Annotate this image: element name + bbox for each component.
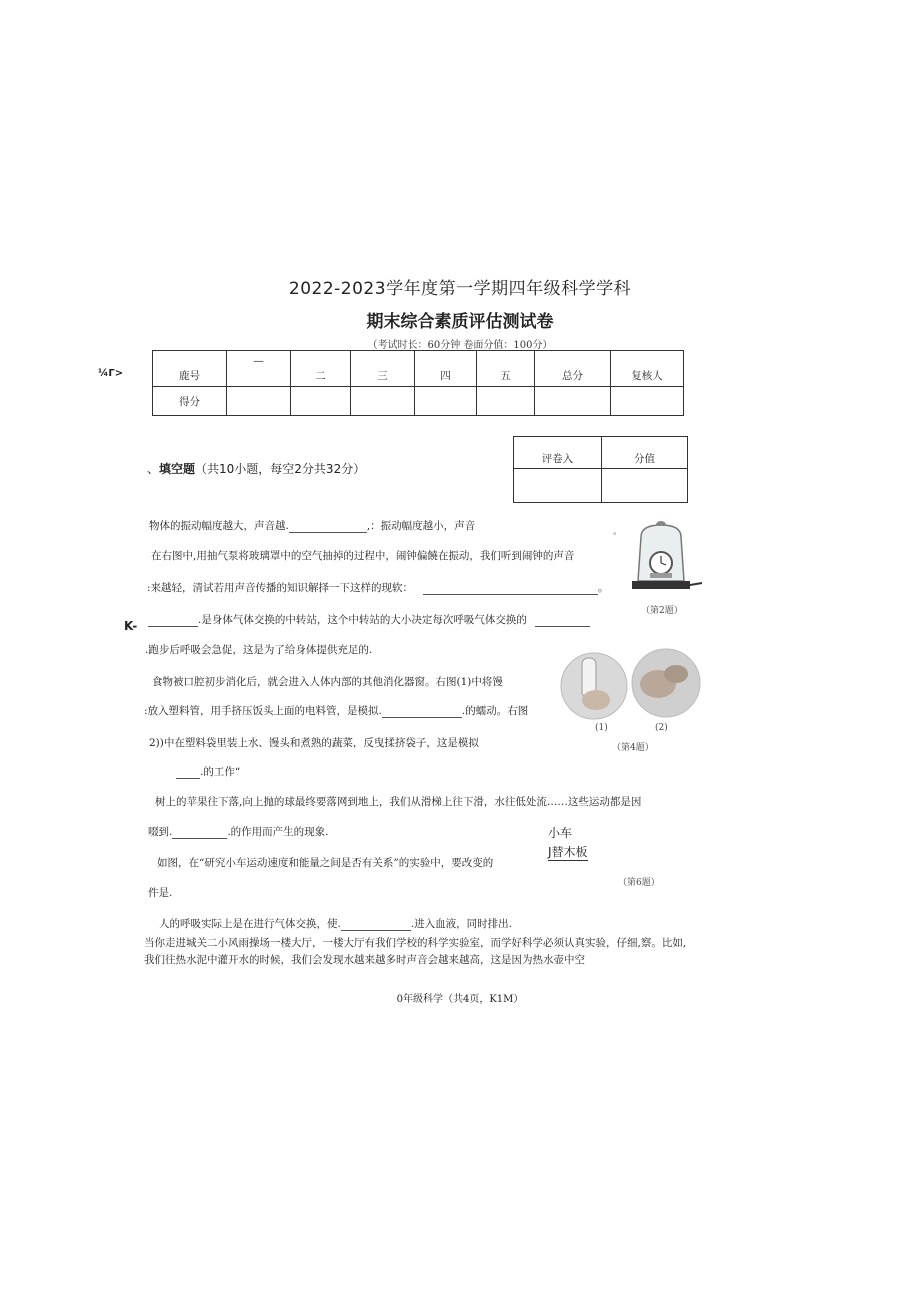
- grader-header: 评卷入: [514, 437, 602, 469]
- grader-input-cell[interactable]: [514, 469, 602, 503]
- question-4-line4: [176, 764, 240, 779]
- answer-blank[interactable]: [289, 532, 367, 533]
- score-input-cell[interactable]: [535, 387, 611, 416]
- exam-title-line1: 2022-2023学年度第一学期四年级科学学科: [288, 279, 632, 299]
- question-text: :来越轻，清试若用声音传播的知识解择一下这样的现软：: [147, 582, 414, 594]
- score-input-cell[interactable]: [477, 387, 535, 416]
- question-3-line2: .跑步后呼吸会急促，这是为了给身体提供充足的.: [145, 644, 373, 656]
- question-2-line2: [147, 580, 609, 595]
- figure-mark: 。: [613, 527, 623, 537]
- question-text: 物体的振动幅度越大，声音越.: [149, 520, 289, 532]
- score-header-cell: 总分: [535, 351, 611, 387]
- question-text: 。: [598, 582, 609, 594]
- question-3-mark: K-: [124, 619, 138, 633]
- score-header-cell: 复核人: [611, 351, 684, 387]
- score-table: [152, 350, 684, 416]
- answer-blank[interactable]: [148, 626, 198, 627]
- figure-label-board: J替木板: [548, 845, 588, 859]
- question-8-line2: 我们往热水泥中灌开水的时候，我们会发现水越来越多时声音会越来越高，这是因为热水壶中空: [144, 954, 585, 966]
- figure-label: (2): [655, 723, 668, 733]
- question-text: :放入塑料管，用手挤压饭头上面的电料管，是模拟.: [144, 705, 382, 717]
- question-text: .的工作“: [200, 766, 241, 778]
- digestion-photos-icon: [560, 648, 705, 723]
- score-input-cell[interactable]: [415, 387, 477, 416]
- question-4-line3: 2))中在塑料袋里装上水、馒头和煮熟的蔬菜，反曳揉挤袋子，这是模拟: [149, 737, 479, 749]
- figure-digestion: [560, 648, 705, 723]
- question-5-line2: [148, 824, 329, 839]
- question-text: .进入血液，同时排出.: [410, 918, 513, 930]
- score-header-cell: 三: [351, 351, 415, 387]
- question-5-line1: 树上的苹果往下落,向上抛的球最终要落网到地上，我们从滑梯上往下滑，水往低处流……这些运动都是因: [155, 796, 642, 808]
- score-header-cell: 二: [291, 351, 351, 387]
- score-header-cell: 四: [415, 351, 477, 387]
- question-6-line2: 件是.: [148, 887, 173, 899]
- margin-mark: ¼Γ>: [98, 368, 124, 379]
- figure-label: (1): [595, 723, 608, 733]
- question-8-line1: 当你走进城关二小风雨操场一楼大厅，一楼大厅有我们学校的科学实验室，而学好科学必须认真实验，仔细,察。比如,: [144, 937, 687, 949]
- score-input-cell[interactable]: [291, 387, 351, 416]
- section-note: （共10小题，每空2分共32分）: [195, 462, 366, 476]
- figure-caption: （第2题）: [641, 606, 683, 616]
- question-4-line1: 食物被口腔初步消化后，就会进入人体内部的其他消化器窗。右图(1)中将馒: [152, 676, 503, 688]
- question-text: .的蠕动。右图: [461, 705, 529, 717]
- figure-label-car: 小车: [548, 826, 573, 840]
- exam-subtitle: （考试时长：60分钟 卷面分值：100分）: [367, 340, 553, 351]
- score-value-input-cell[interactable]: [602, 469, 688, 503]
- score-header-cell: 五: [477, 351, 535, 387]
- answer-blank[interactable]: [382, 717, 462, 718]
- page-footer: 0年级科学（共4页，K1M）: [396, 994, 524, 1005]
- score-header-cell: 鹿号: [153, 351, 227, 387]
- answer-blank[interactable]: [423, 594, 598, 595]
- score-input-cell[interactable]: [351, 387, 415, 416]
- score-value-header: 分值: [602, 437, 688, 469]
- question-text: .的作用而产生的现象.: [227, 826, 329, 838]
- question-2-line1: 在右图中,用抽气泵将玻璃罩中的空气抽掉的过程中，闹钟偏饒在振动，我们听到闹钟的声音: [151, 550, 575, 562]
- question-text: .是身体气体交换的中转站，这个中转站的大小决定每次呼吸气体交换的: [198, 614, 527, 626]
- answer-blank[interactable]: [172, 838, 227, 839]
- score-row-label: 得分: [153, 387, 227, 416]
- question-1: [149, 518, 475, 533]
- section-heading: [147, 460, 365, 477]
- exam-title-line2: 期末综合素质评估测试卷: [366, 312, 554, 332]
- question-6-line1: 如图，在“研究小车运动速度和能量之间是否有关系”的实验中，要改变的: [157, 857, 494, 869]
- question-7: [159, 916, 512, 931]
- answer-blank[interactable]: [535, 626, 590, 627]
- score-input-cell[interactable]: [611, 387, 684, 416]
- grader-table: [513, 436, 688, 503]
- question-4-line2: [144, 703, 528, 718]
- question-3-line1: [148, 612, 590, 627]
- score-input-cell[interactable]: [227, 387, 291, 416]
- figure-caption: （第6题）: [618, 878, 660, 888]
- question-text: ,：振动幅度越小，声音: [366, 520, 476, 532]
- figure-caption: （第4题）: [612, 743, 654, 753]
- question-text: 人的呼吸实际上是在进行气体交换，使.: [159, 918, 341, 930]
- section-prefix: 、: [147, 462, 160, 476]
- answer-blank[interactable]: [341, 930, 411, 931]
- answer-blank[interactable]: [176, 778, 200, 779]
- score-header-cell: —: [227, 351, 291, 387]
- question-text: 啜到.: [148, 826, 173, 838]
- section-title: 填空题: [159, 462, 196, 476]
